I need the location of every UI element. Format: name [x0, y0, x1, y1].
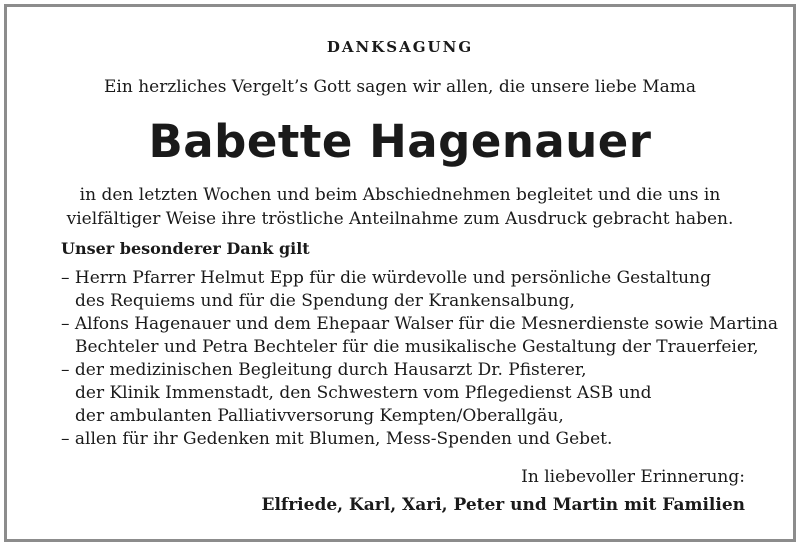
body-line: vielfältiger Weise ihre tröstliche Anteilnahme zum Ausdruck gebracht haben. — [66, 209, 734, 229]
thanks-line: – Herrn Pfarrer Helmut Epp für die würdevolle und persönliche Gestaltung — [61, 268, 711, 288]
thanks-heading: Unser besonderer Dank gilt — [61, 239, 310, 258]
signers-line: Elfriede, Karl, Xari, Peter und Martin mit Familien — [261, 495, 745, 515]
thanks-line: – allen für ihr Gedenken mit Blumen, Mess-Spenden und Gebet. — [61, 429, 613, 449]
closing-line: In liebevoller Erinnerung: — [521, 467, 745, 487]
notice-heading: DANKSAGUNG — [326, 38, 474, 56]
thanks-line: Bechteler und Petra Bechteler für die musikalische Gestaltung der Trauerfeier, — [75, 337, 759, 357]
thanks-line: – Alfons Hagenauer und dem Ehepaar Walser für die Mesnerdienste sowie Martina — [61, 314, 779, 334]
obituary-notice — [4, 4, 796, 542]
deceased-name: Babette Hagenauer — [148, 115, 652, 168]
thanks-line: des Requiems und für die Spendung der Krankensalbung, — [75, 291, 575, 311]
thanks-line: der Klinik Immenstadt, den Schwestern vom Pflegedienst ASB und — [75, 383, 652, 403]
thanks-line: – der medizinischen Begleitung durch Hausarzt Dr. Pfisterer, — [61, 360, 587, 380]
intro-line: Ein herzliches Vergelt’s Gott sagen wir allen, die unsere liebe Mama — [104, 77, 696, 97]
body-text — [7, 183, 793, 231]
thanks-line: der ambulanten Palliativversorung Kempten/Oberallgäu, — [75, 406, 564, 426]
body-line: in den letzten Wochen und beim Abschiednehmen begleitet und die uns in — [79, 185, 721, 205]
thanks-list — [61, 267, 778, 451]
